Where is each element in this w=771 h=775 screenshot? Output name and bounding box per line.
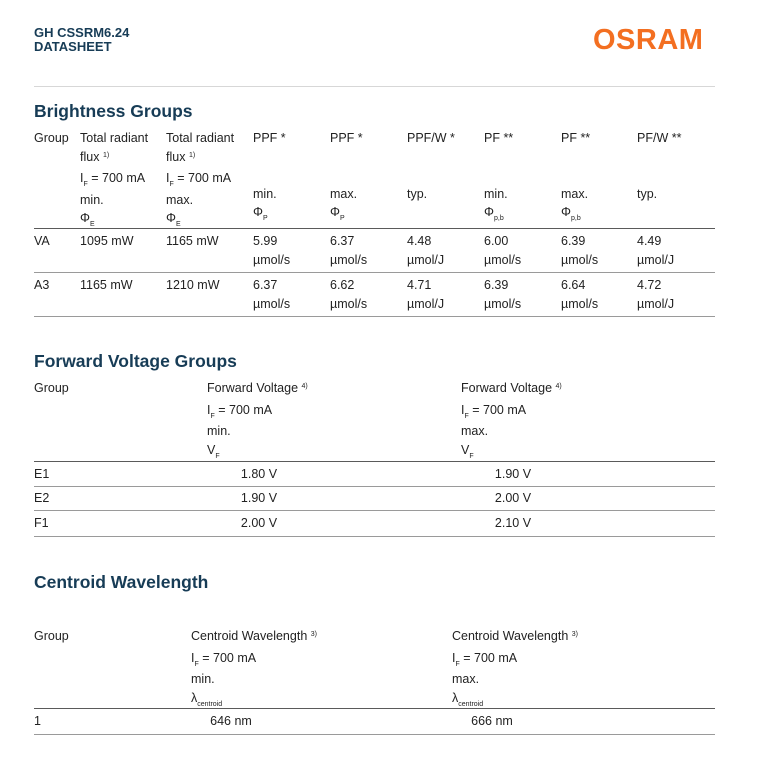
row-divider [34, 272, 715, 273]
col-header-pfw [637, 129, 681, 203]
col-header-label: PPF/W * [407, 131, 455, 145]
col-header-range: max. [452, 672, 480, 686]
col-header-label: PPF * [330, 131, 363, 145]
cell-lambda-max: 666 nm [471, 714, 513, 728]
col-header-range: max. [166, 192, 194, 207]
col-header-label: Centroid Wavelength $^{3)}$ [191, 629, 317, 643]
col-header-label: PF/W ** [637, 131, 682, 145]
col-header-symbol: $\lambda_{centroid}$ [191, 690, 223, 708]
cell-ppfw: 4.71 µmol/J [407, 278, 445, 311]
col-header-range: max. [330, 186, 358, 201]
cell-ppf-max: 6.37 µmol/s [330, 234, 368, 267]
cell-pf-max: 6.39 µmol/s [561, 234, 599, 267]
col-header-range: typ. [637, 186, 658, 201]
col-header-range: min. [484, 186, 508, 201]
col-header-label: Total radiant [166, 131, 235, 145]
cell-pf-min: 6.39 µmol/s [484, 278, 522, 311]
col-header-label: Centroid Wavelength $^{3)}$ [452, 629, 578, 643]
col-header-label: Forward Voltage $^{4)}$ [207, 381, 308, 395]
col-header-pf-min [484, 129, 513, 225]
col-header-label: Total radiant [80, 131, 149, 145]
header-divider [34, 86, 715, 87]
cell-pfw: 4.72 µmol/J [637, 278, 675, 311]
col-header-label: PPF * [253, 131, 286, 145]
cell-flux-max: 1210 mW [166, 278, 220, 292]
col-header-range: min. [191, 672, 215, 686]
col-header-pf-max [561, 129, 590, 225]
row-divider [34, 510, 715, 511]
col-header-lambda-max [452, 627, 578, 710]
row-divider [34, 734, 715, 735]
cell-group: 1 [34, 714, 41, 728]
col-header-lambda-min [191, 627, 317, 710]
col-header-ppf-min [253, 129, 286, 225]
col-header-symbol: $\Phi_P$ [253, 205, 268, 222]
col-header-range: typ. [407, 186, 428, 201]
cell-pf-max: 6.64 µmol/s [561, 278, 599, 311]
col-header-symbol: $\Phi_{p,b}$ [561, 205, 581, 222]
col-header-symbol: $\lambda_{centroid}$ [452, 690, 484, 708]
col-header-group: Group [34, 629, 69, 643]
col-header-range: max. [461, 424, 489, 438]
col-header-label: PF ** [484, 131, 514, 145]
table-header-rule [34, 461, 715, 462]
cell-ppf-min: 5.99 µmol/s [253, 234, 291, 267]
cell-group: A3 [34, 278, 50, 292]
row-divider [34, 316, 715, 317]
document-type: DATASHEET [34, 39, 112, 54]
cell-group: E2 [34, 491, 50, 505]
col-header-condition: $I_F = 700$ mA [461, 402, 527, 420]
col-header-label-2: flux $^{1)}$ [80, 149, 110, 164]
col-header-group: Group [34, 131, 69, 145]
cell-vf-max: 2.00 V [494, 491, 532, 505]
cell-lambda-min: 646 nm [210, 714, 252, 728]
col-header-condition: $I_F = 700$ mA [191, 650, 257, 668]
col-header-symbol: $\Phi_{p,b}$ [484, 205, 504, 222]
col-header-condition: $I_F = 700$ mA [452, 650, 518, 668]
col-header-group: Group [34, 381, 69, 395]
product-name: GH CSSRM6.24 [34, 25, 130, 40]
col-header-symbol: $\Phi_P$ [330, 205, 345, 222]
cell-flux-min: 1165 mW [80, 278, 133, 292]
cell-vf-max: 2.10 V [494, 516, 532, 530]
col-header-label: Forward Voltage $^{4)}$ [461, 381, 562, 395]
centroid-wavelength-title: Centroid Wavelength [34, 572, 209, 592]
col-header-flux-max [166, 129, 234, 231]
table-header-rule [34, 708, 715, 709]
col-header-condition: $I_F = 700$ mA [166, 171, 232, 188]
col-header-range: min. [80, 192, 104, 207]
col-header-vf-min [207, 379, 308, 462]
cell-flux-min: 1095 mW [80, 234, 134, 248]
cell-ppf-max: 6.62 µmol/s [330, 278, 368, 311]
col-header-range: min. [207, 424, 231, 438]
cell-pf-min: 6.00 µmol/s [484, 234, 522, 267]
cell-group: E1 [34, 467, 50, 481]
cell-pfw: 4.49 µmol/J [637, 234, 675, 267]
col-header-range: min. [253, 186, 277, 201]
osram-logo: OSRAM [593, 24, 704, 56]
cell-ppfw: 4.48 µmol/J [407, 234, 445, 267]
col-header-label: PF ** [561, 131, 591, 145]
table-header-rule [34, 228, 715, 229]
cell-vf-max: 1.90 V [494, 467, 532, 481]
col-header-vf-max [461, 379, 562, 462]
col-header-flux-min [80, 129, 148, 231]
cell-vf-min: 1.80 V [240, 467, 278, 481]
col-header-symbol: $V_F$ [207, 442, 220, 460]
col-header-condition: $I_F = 700$ mA [80, 171, 146, 188]
col-header-range: max. [561, 186, 589, 201]
col-header-condition: $I_F = 700$ mA [207, 402, 273, 420]
cell-vf-min: 2.00 V [240, 516, 278, 530]
col-header-symbol: $V_F$ [461, 442, 474, 460]
brightness-groups-title: Brightness Groups [34, 101, 193, 121]
row-divider [34, 536, 715, 537]
cell-group: F1 [34, 516, 49, 530]
col-header-symbol: $\Phi_E$ [80, 211, 95, 228]
col-header-ppf-max [330, 129, 363, 225]
cell-group: VA [34, 234, 50, 248]
cell-flux-max: 1165 mW [166, 234, 219, 248]
forward-voltage-title: Forward Voltage Groups [34, 351, 237, 371]
cell-vf-min: 1.90 V [240, 491, 278, 505]
col-header-ppfw [407, 129, 455, 203]
row-divider [34, 486, 715, 487]
cell-ppf-min: 6.37 µmol/s [253, 278, 291, 311]
col-header-label-2: flux $^{1)}$ [166, 149, 196, 164]
col-header-symbol: $\Phi_E$ [166, 211, 181, 228]
